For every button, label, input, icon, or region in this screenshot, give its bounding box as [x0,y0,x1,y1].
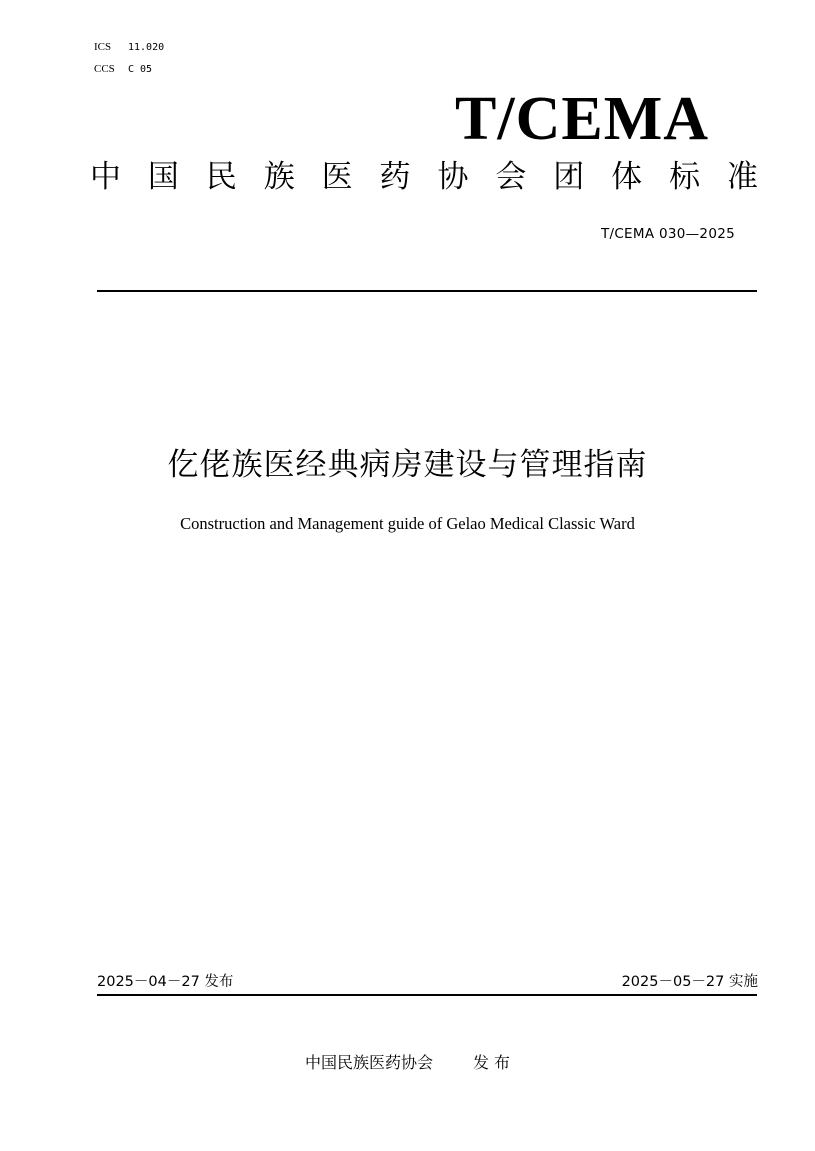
standard-code: T/CEMA 030—2025 [600,226,735,242]
org-title-char: 药 [379,159,411,195]
top-divider [97,290,757,292]
implement-date: 2025－05－27 实施 [621,974,758,990]
document-title-english: Construction and Management guide of Gelao Medical Classic Ward [180,514,635,533]
org-title-char: 医 [321,159,353,195]
ccs-value: C 05 [128,64,153,75]
org-title-char: 准 [726,159,758,195]
org-title-char: 中 [90,159,121,195]
publisher-action: 发 布 [472,1053,511,1072]
document-title: 仡佬族医经典病房建设与管理指南 [167,447,648,483]
publish-date: 2025－04－27 发布 [97,974,234,990]
org-title-char: 协 [437,159,469,195]
publisher-line [0,1052,815,1074]
org-title-char: 标 [669,159,701,195]
org-title-char: 会 [495,159,527,195]
bottom-divider [97,994,757,996]
org-title-char: 国 [147,159,179,195]
ics-row [94,40,164,55]
ccs-label: CCS [94,63,115,75]
publisher-name: 中国民族医药协会 [304,1053,433,1072]
org-standard-title [90,156,758,198]
org-title-char: 民 [205,159,237,195]
ics-label: ICS [94,41,112,53]
org-title-char: 族 [263,159,295,195]
org-title-char: 团 [553,159,585,195]
standard-logo: T/CEMA [455,85,709,153]
ccs-row [94,62,152,77]
org-title-char: 体 [611,159,643,195]
ics-value: 11.020 [128,42,165,53]
